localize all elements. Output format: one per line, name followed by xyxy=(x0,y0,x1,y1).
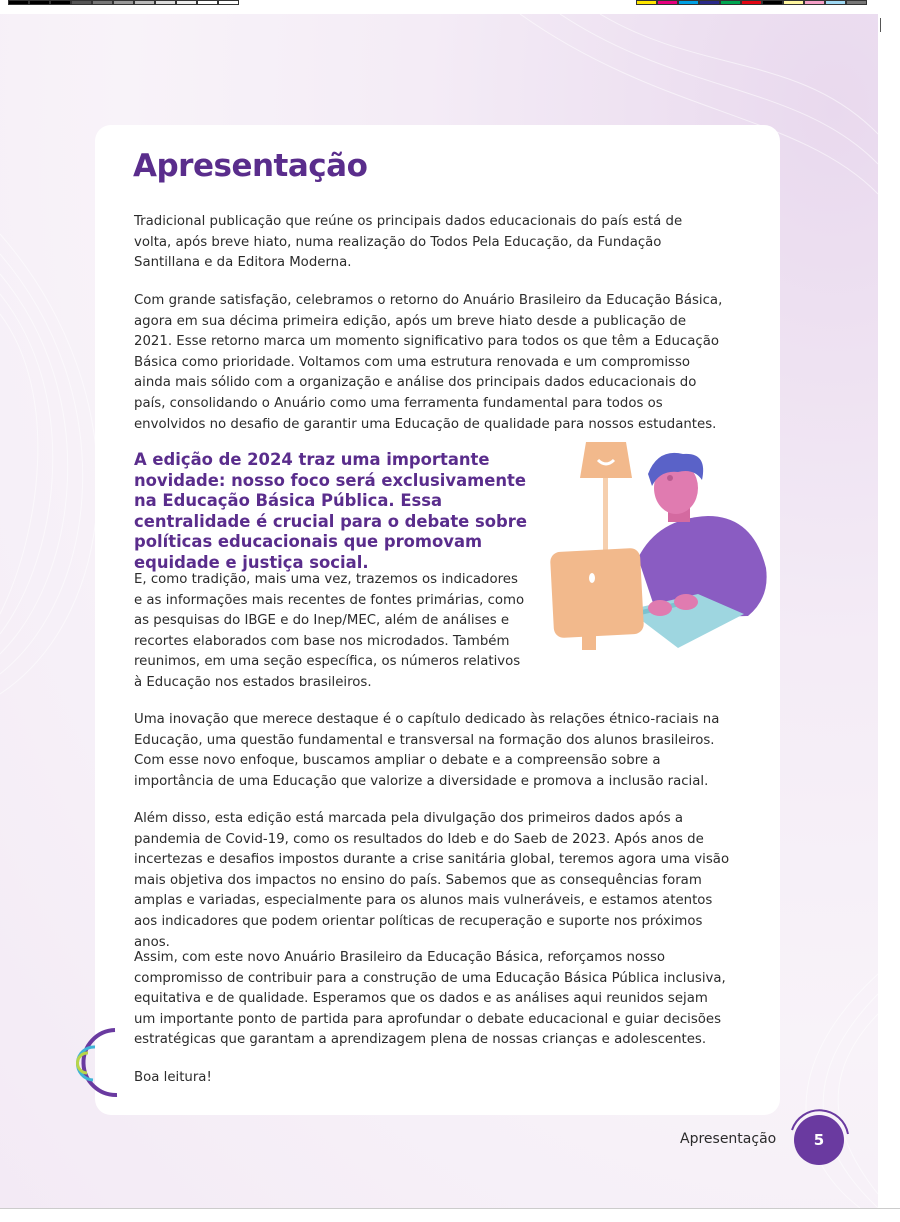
paragraph-2: E, como tradição, mais uma vez, trazemos os indicadores e as informações mais recentes de fontes primárias, como as pesquisas do IBGE e do Inep/MEC, além de análises e recortes elaborados com base nos microdados. Também reunimos, em uma seção específica, os números relativos à Educação nos estados brasileiros. xyxy=(134,572,525,690)
crop-mark-bottom xyxy=(0,1208,900,1209)
crop-mark-right-top xyxy=(880,18,881,32)
highlight-quote: A edição de 2024 traz uma importante novidade: nosso foco será exclusivamente na Educação Básica Pública. Essa centralidade é crucial para o debate sobre políticas educacionais que promovam equidade e justiça social. xyxy=(134,450,527,572)
paragraph-3: Uma inovação que merece destaque é o capítulo dedicado às relações étnico-raciais na Educação, uma questão fundamental e transversal na formação dos alunos brasileiros. Com esse novo enfoque, buscamos ampliar o debate e a compreensão sobre a importância de uma Educação que valorize a diversidade e promova a inclusão racial. xyxy=(134,712,720,789)
print-color-bar-left xyxy=(8,0,239,5)
decorative-arcs xyxy=(55,1025,125,1100)
paragraph-5: Assim, com este novo Anuário Brasileiro da Educação Básica, reforçamos nosso compromisso de contribuir para a construção de uma Educação Básica Pública inclusiva, equitativa e de qualidade. Esperamos que os dados e as análises aqui reunidos sejam um importante ponto de partida para aprofundar o debate educacional e guiar decisões estratégicas que garantam a aprendizagem plena de nossas crianças e adolescentes. xyxy=(134,950,726,1048)
page-number-badge xyxy=(794,1115,844,1165)
page-number: 5 xyxy=(813,1131,825,1149)
print-color-bar-right xyxy=(636,0,867,5)
reading-person-illustration xyxy=(548,438,774,654)
closing-text: Boa leitura! xyxy=(134,1070,212,1085)
paragraph-1: Com grande satisfação, celebramos o retorno do Anuário Brasileiro da Educação Básica, agora em sua décima primeira edição, após um breve hiato desde a publicação de 2021. Esse retorno marca um momento significativo para todos os que têm a Educação Básica como prioridade. Voltamos com uma estrutura renovada e um compromisso ainda mais sólido com a organização e análise dos principais dados educacionais do país, consolidando o Anuário como uma ferramenta fundamental para todos os envolvidos no desafio de garantir uma Educação de qualidade para nossos estudantes. xyxy=(134,293,723,432)
page-title: Apresentação xyxy=(133,148,368,184)
intro-paragraph: Tradicional publicação que reúne os principais dados educacionais do país está de volta, após breve hiato, numa realização do Todos Pela Educação, da Fundação Santillana e da Editora Moderna. xyxy=(134,214,683,271)
footer-section-label: Apresentação xyxy=(680,1131,777,1147)
paragraph-4: Além disso, esta edição está marcada pela divulgação dos primeiros dados após a pandemia de Covid-19, como os resultados do Ideb e do Saeb de 2023. Após anos de incertezas e desafios impostos durante a crise sanitária global, teremos agora uma visão mais objetiva dos impactos no ensino do país. Sabemos que as consequências foram amplas e variadas, especialmente para os alunos mais vulneráveis, e estamos atentos aos indicadores que podem orientar políticas de recuperação e suporte nos próximos anos. xyxy=(134,811,730,950)
